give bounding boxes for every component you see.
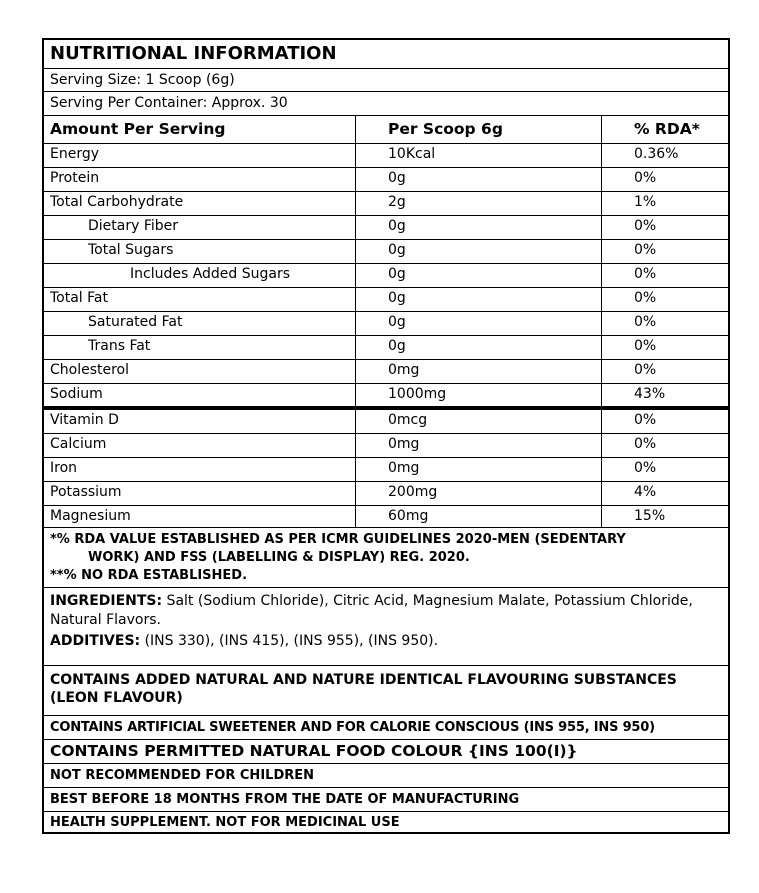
nutrient-amount: 0mg — [356, 458, 602, 481]
nutrient-name: Vitamin D — [44, 410, 356, 433]
nutrient-name: Calcium — [44, 434, 356, 457]
nutrient-name: Includes Added Sugars — [44, 264, 356, 287]
footnote-line-3: **% NO RDA ESTABLISHED. — [50, 568, 248, 583]
rda-footnote — [44, 528, 728, 588]
header-amount-per-serving: Amount Per Serving — [44, 116, 356, 143]
nutrient-name: Protein — [44, 168, 356, 191]
table-row — [44, 288, 728, 312]
table-header — [44, 116, 728, 144]
nutrient-amount: 0g — [356, 216, 602, 239]
nutrient-rda: 0% — [634, 362, 657, 378]
nutrient-name: Total Fat — [44, 288, 356, 311]
table-row — [44, 216, 728, 240]
nutrient-amount: 0mg — [356, 434, 602, 457]
nutrient-amount: 1000mg — [356, 384, 602, 406]
nutrient-rda: 43% — [634, 386, 666, 402]
header-per-scoop: Per Scoop 6g — [356, 116, 602, 143]
nutrient-rda: 0% — [634, 266, 657, 282]
nutrient-amount: 0mg — [356, 360, 602, 383]
table-row — [44, 312, 728, 336]
table-row — [44, 434, 728, 458]
additives-line — [50, 632, 724, 651]
table-row — [44, 168, 728, 192]
additives-label: ADDITIVES: — [50, 633, 141, 649]
ingredients-line — [50, 592, 724, 630]
header-rda: % RDA* — [634, 120, 700, 138]
table-row — [44, 458, 728, 482]
nutrient-rda: 0% — [634, 412, 657, 428]
notice-best-before: BEST BEFORE 18 MONTHS FROM THE DATE OF MANUFACTURING — [44, 788, 728, 812]
nutrient-rda: 0.36% — [634, 146, 679, 162]
nutrient-amount: 10Kcal — [356, 144, 602, 167]
notice-children: NOT RECOMMENDED FOR CHILDREN — [44, 764, 728, 788]
nutrient-rda: 0% — [634, 218, 657, 234]
nutrient-name: Dietary Fiber — [44, 216, 356, 239]
label-title: NUTRITIONAL INFORMATION — [44, 40, 728, 69]
nutrient-rda: 0% — [634, 338, 657, 354]
nutrition-label — [42, 38, 730, 834]
table-row — [44, 360, 728, 384]
nutrient-name: Saturated Fat — [44, 312, 356, 335]
notice-sweetener: CONTAINS ARTIFICIAL SWEETENER AND FOR CALORIE CONSCIOUS (INS 955, INS 950) — [44, 716, 728, 740]
nutrient-rda: 0% — [634, 460, 657, 476]
nutrient-rda: 15% — [634, 508, 666, 524]
ingredients-section — [44, 588, 728, 666]
servings-per-container: Serving Per Container: Approx. 30 — [44, 92, 728, 116]
table-row — [44, 410, 728, 434]
nutrient-rda: 4% — [634, 484, 657, 500]
serving-size: Serving Size: 1 Scoop (6g) — [44, 69, 728, 92]
nutrient-amount: 0mcg — [356, 410, 602, 433]
table-row — [44, 144, 728, 168]
nutrient-rda: 0% — [634, 170, 657, 186]
ingredients-label: INGREDIENTS: — [50, 593, 163, 609]
nutrient-name: Total Sugars — [44, 240, 356, 263]
notice-health-supplement: HEALTH SUPPLEMENT. NOT FOR MEDICINAL USE — [50, 815, 400, 830]
table-row — [44, 482, 728, 506]
nutrient-rda: 1% — [634, 194, 657, 210]
nutrient-name: Total Carbohydrate — [44, 192, 356, 215]
nutrient-name: Potassium — [44, 482, 356, 505]
nutrient-rda: 0% — [634, 314, 657, 330]
nutrient-rda: 0% — [634, 436, 657, 452]
table-row — [44, 506, 728, 528]
notice-food-colour: CONTAINS PERMITTED NATURAL FOOD COLOUR {INS 100(I)} — [44, 740, 728, 764]
nutrient-name: Magnesium — [44, 506, 356, 527]
footnote-line-1: *% RDA VALUE ESTABLISHED AS PER ICMR GUIDELINES 2020-MEN (SEDENTARY — [50, 532, 626, 547]
nutrient-name: Iron — [44, 458, 356, 481]
table-row — [44, 384, 728, 410]
nutrient-rda: 0% — [634, 242, 657, 258]
nutrient-amount: 0g — [356, 240, 602, 263]
nutrient-name: Energy — [44, 144, 356, 167]
table-row — [44, 264, 728, 288]
nutrient-amount: 0g — [356, 264, 602, 287]
nutrient-amount: 60mg — [356, 506, 602, 527]
nutrient-amount: 0g — [356, 288, 602, 311]
nutrient-amount: 200mg — [356, 482, 602, 505]
nutrient-rda: 0% — [634, 290, 657, 306]
table-row — [44, 336, 728, 360]
nutrient-name: Sodium — [44, 384, 356, 406]
nutrient-name: Cholesterol — [44, 360, 356, 383]
nutrient-amount: 0g — [356, 168, 602, 191]
notice-flavouring: CONTAINS ADDED NATURAL AND NATURE IDENTICAL FLAVOURING SUBSTANCES (LEON FLAVOUR) — [44, 666, 728, 716]
footnote-line-2: WORK) AND FSS (LABELLING & DISPLAY) REG. 2020. — [88, 550, 470, 565]
ingredients-text: Salt (Sodium Chloride), Citric Acid, Magnesium Malate, Potassium Chloride, Natural Flavors. — [50, 593, 693, 628]
nutrient-amount: 0g — [356, 312, 602, 335]
table-row — [44, 192, 728, 216]
nutrient-amount: 0g — [356, 336, 602, 359]
nutrient-name: Trans Fat — [44, 336, 356, 359]
table-row — [44, 240, 728, 264]
additives-text: (INS 330), (INS 415), (INS 955), (INS 950). — [140, 633, 439, 649]
nutrient-amount: 2g — [356, 192, 602, 215]
